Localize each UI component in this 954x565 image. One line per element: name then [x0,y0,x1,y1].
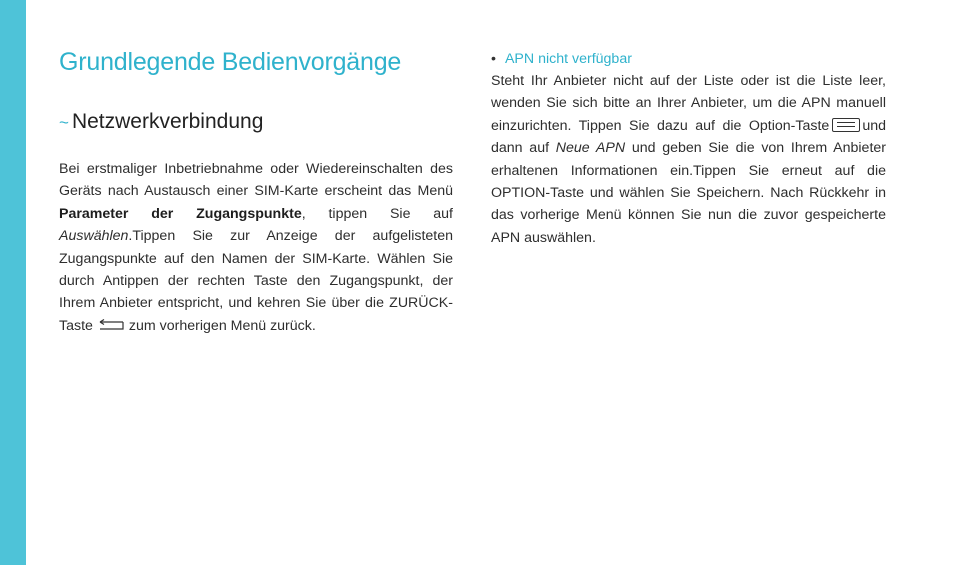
left-text-3: .Tippen Sie zur Anzeige der aufgelisteten Zugangspunkte auf den Namen der SIM-Karte. Wählen Sie durch Antippen der rechten Taste den Zugangspunkt, der Ihrem Anbieter entspricht, und kehren Sie über die ZURÜCK-Taste [59,228,453,334]
menu-key-icon [832,118,860,132]
right-text-1: Steht Ihr Anbieter nicht auf der Liste oder ist die Liste leer, wenden Sie sich bitte an Ihrer Anbieter, um die APN manuell einzurichten. Tippen Sie dazu auf die Option-Taste [491,73,886,134]
section-title-text: Netzwerkverbindung [71,110,264,133]
menu-name-parameter: Parameter der Zugangspunkte [59,205,302,222]
bullet-title: APN nicht verfügbar [504,51,632,67]
section-heading [59,110,263,134]
left-accent-strip [0,0,26,565]
italic-auswaehlen: Auswählen [59,228,129,245]
right-text-2: und dann auf [491,117,886,157]
bullet-heading [491,48,632,70]
left-text-1: Bei erstmaliger Inbetriebnahme oder Wiedereinschalten des Geräts nach Austausch einer SIM-Karte erscheint das Menü [59,161,453,200]
right-text-3: und geben Sie die von Ihrem Anbieter erhaltenen Informationen ein.Tippen Sie erneut auf die OPTION-Taste und wählen Sie Speichern. Nach Rückkehr in das vorherige Menü können Sie nun die zuvor gespeicherte APN auswählen. [491,140,886,246]
back-key-icon [96,316,126,328]
section-tilde: ~ [59,113,69,132]
page-title: Grundlegende Bedienvorgänge [59,48,402,76]
italic-neue-apn: Neue APN [555,140,626,157]
bullet-dot: • [491,51,496,67]
left-text-2: , tippen Sie auf [301,205,453,222]
left-text-4: zum vorherigen Menü zurück. [128,317,316,334]
left-paragraph [59,158,453,337]
right-paragraph [491,70,886,249]
